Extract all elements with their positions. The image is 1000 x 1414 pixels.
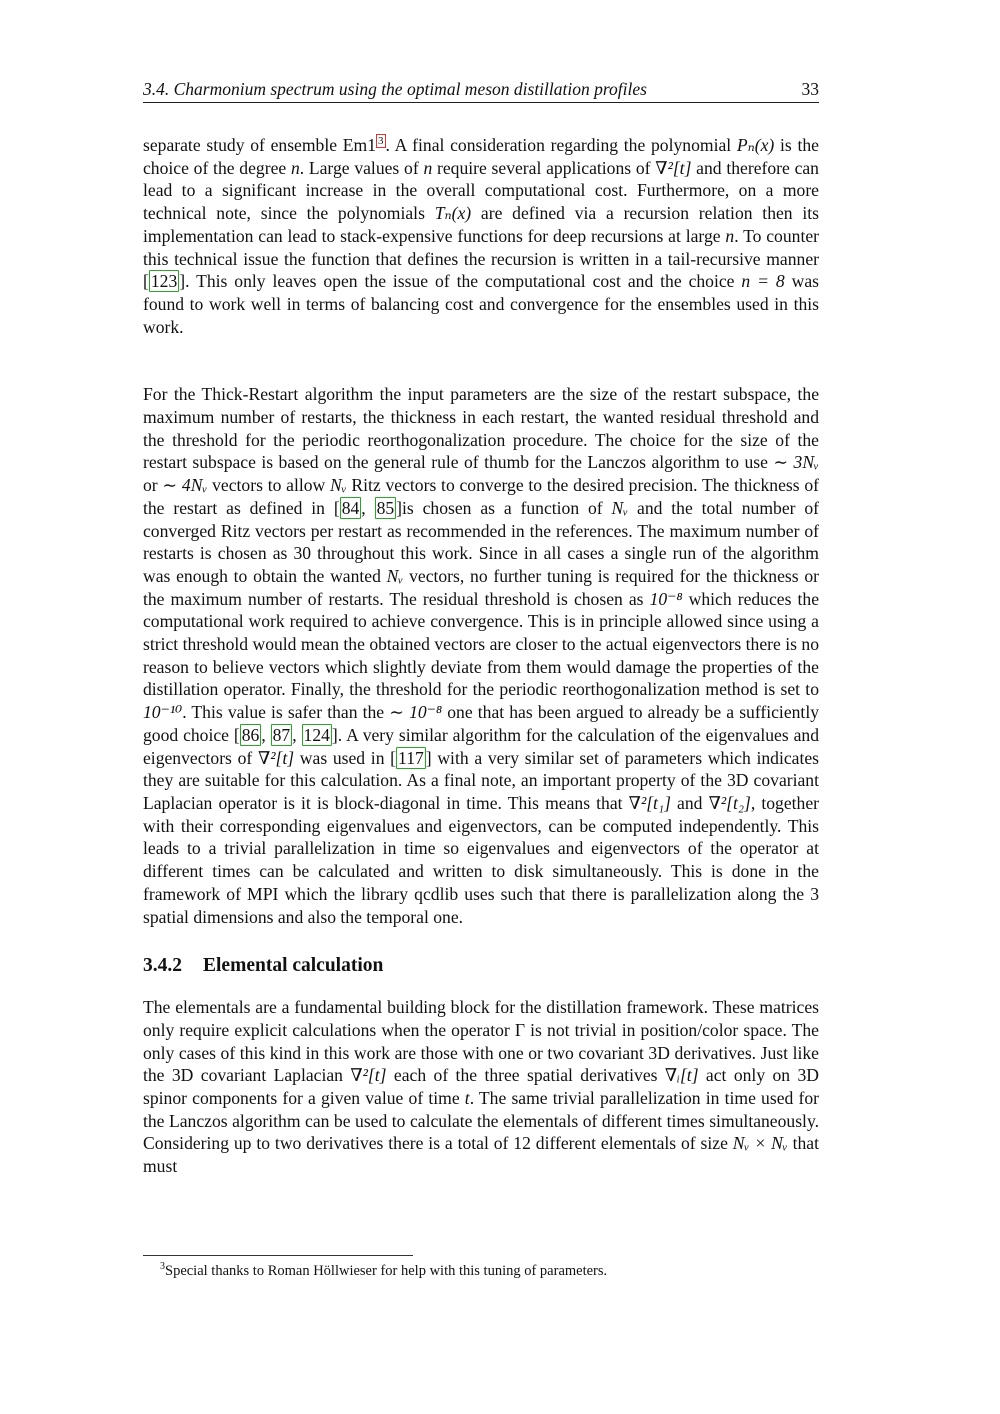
text-span: . This value is safer than the: [182, 702, 390, 723]
text-span: separate study of ensemble Em1: [143, 135, 377, 155]
citation-link[interactable]: 87: [272, 724, 291, 745]
math-gamma: Γ: [514, 1019, 526, 1040]
citation-link[interactable]: 85: [376, 497, 395, 518]
page-number: 33: [801, 79, 819, 99]
section-number: 3.4.2: [143, 955, 182, 977]
citation-link[interactable]: 84: [341, 497, 360, 518]
text-span: and: [670, 792, 709, 813]
citation-link[interactable]: 123: [150, 271, 178, 292]
math-laplacian-t2: ∇²[t₂]: [708, 792, 751, 813]
citation-link[interactable]: 124: [303, 724, 330, 745]
math-1e-10: 10⁻¹⁰: [143, 702, 183, 723]
text-span: ] with a very similar set of parameters which indicates they are suitable for this calculation. As a final note, an important property of the 3D covariant Laplacian operator is it is block-diagonal in time. This means that: [143, 747, 820, 813]
text-span: For the Thick-Restart algorithm the input parameters are the size of the restart subspace, the maximum number of restarts, the thickness in each restart, the wanted residual threshold and the threshold for the periodic reorthogonalization procedure. The choice for the size of the restart subspace is based on the general rule of thumb for the Lanczos algorithm to use: [143, 384, 819, 473]
text-span: require several applications of: [432, 157, 656, 178]
math-n: n: [423, 157, 433, 178]
text-span: and the total number of converged Ritz vectors per restart as recommended in the references. The maximum number of restarts is chosen as 30 throughout this work. Since in all cases a single run of the algorithm was enough to obtain the wanted: [143, 497, 820, 586]
math-laplacian-t1: ∇²[t₁]: [628, 792, 671, 813]
math-n: n: [290, 157, 300, 178]
header-title: 3.4. Charmonium spectrum using the optimal meson distillation profiles: [143, 79, 647, 99]
math-tn-x: Tₙ(x): [434, 203, 472, 224]
section-heading: [143, 954, 819, 978]
math-1e-8: 10⁻⁸: [649, 588, 683, 609]
paragraph-3: [143, 996, 819, 1178]
math-nv: Nᵥ: [611, 497, 629, 518]
math-pn-x: Pₙ(x): [736, 135, 775, 155]
text-span: ]. A very similar algorithm for the calculation of the eigenvalues and eigenvectors of: [143, 724, 820, 768]
text-span: vectors to allow: [207, 475, 330, 496]
math-nv: Nᵥ: [329, 475, 347, 496]
text-span: one that has been argued to already be a sufficiently good choice [: [143, 702, 819, 745]
section-title: Elemental calculation: [203, 955, 384, 977]
text-span: Ritz vectors to converge to the desired precision. The thickness of the restart as defined in [: [143, 475, 819, 518]
text-span: The elementals are a fundamental building block for the distillation framework. These matrices only require explicit calculations when the operator: [143, 997, 819, 1040]
math-n-eq-8: n = 8: [741, 271, 785, 292]
text-span: which reduces the computational work required to achieve convergence. This is in principle allowed since using a strict threshold would mean the obtained vectors are closer to the actual eigenvectors there is no reason to believe vectors which slightly deviate from them would damage the properties of the distillation operator. Finally, the threshold for the periodic reorthogonalization method is set to: [143, 588, 819, 700]
footnote-rule: [143, 1255, 413, 1256]
text-span: act only on 3D spinor components for a given value of time: [143, 1065, 819, 1109]
text-span: that must: [143, 1133, 819, 1177]
text-span: or: [143, 475, 163, 496]
text-span: are defined via a recursion relation then its implementation can lead to stack-expensive functions for deep recursions at large: [143, 203, 819, 246]
text-span: , together with their corresponding eigenvalues and eigenvectors, can be computed independently. This leads to a trivial parallelization in time so eigenvalues and eigenvectors of the operator at different times can be calculated and written to disk simultaneously. This is done in the framework of MPI which the library qcdlib uses such that there is parallelization along the 3 spatial dimensions and also the temporal one.: [143, 792, 819, 927]
text-span: is not trivial in position/color space. The only cases of this kind in this work are those with one or two covariant 3D derivatives. Just like the 3D covariant Laplacian: [143, 1019, 819, 1086]
math-laplacian: ∇²[t]: [655, 157, 692, 178]
math-n: n: [725, 225, 735, 246]
math-3nv: ∼ 3Nᵥ: [773, 452, 819, 473]
math-nv-x-nv: Nᵥ × Nᵥ: [732, 1133, 788, 1154]
paragraph-2: For the Thick-Restart algorithm the input parameters are the size of the restart subspace, the maximum number of restarts, the thickness in each restart, the wanted residual threshold and the threshold for the periodic reorthogonalization procedure. The choice for the size of the restart subspace is based on the general rule of thumb for the Lanczos algorithm to use ∼ 3Nᵥ or ∼ 4Nᵥ vectors to allow Nᵥ Ritz vectors to converge to the desired precision. The thickness of the restart as defined in [ 84 , 85 ]is chosen as a function of Nᵥ and the total number of converged Ritz vectors per restart as recommended in the references. The maximum number of restarts is chosen as 30 throughout this work. Since in all cases a single run of the algorithm was enough to obtain the wanted Nᵥ vectors, no further tuning is required for the thickness or the maximum number of restarts. The residual threshold is chosen as 10⁻⁸ which reduces the computational work required to achieve convergence. This is in principle allowed since using a strict threshold would mean the obtained vectors are closer to the actual eigenvectors there is no reason to believe vectors which slightly deviate from them would damage the properties of the distillation operator. Finally, the threshold for the periodic reorthogonalization method is set to 10⁻¹⁰. This value is safer than the ∼ 10⁻⁸ one that has been argued to already be a sufficiently good choice [ 86 , 87 , 124 ]. A very similar algorithm for the calculation of the eigenvalues and eigenvectors of ∇²[t] was used in [ 117 ] with a very similar set of parameters which indicates they are suitable for this calculation. As a final note, an important property of the 3D covariant Laplacian operator is it is block-diagonal in time. This means that ∇²[t₁] and ∇²[t₂], together with their corresponding eigenvalues and eigenvectors, can be computed independently. This leads to a trivial parallelization in time so eigenvalues and eigenvectors of the operator at different times can be calculated and written to disk simultaneously. This is done in the framework of MPI which the library qcdlib uses such that there is parallelization along the 3 spatial dimensions and also the temporal one.: [143, 384, 820, 927]
paragraph-1: [143, 134, 819, 338]
text-span: was used in [: [294, 747, 397, 768]
text-span: and therefore can lead to a significant increase in the overall computational cost. Furthermore, on a more technical note, since the polynomials: [143, 157, 819, 224]
text-span: each of the three spatial derivatives: [386, 1065, 665, 1086]
footnote-link[interactable]: 3: [378, 135, 384, 148]
text-span: ]is chosen as a function of: [396, 497, 612, 518]
body-text: [143, 134, 819, 1178]
math-4nv: ∼ 4Nᵥ: [162, 475, 208, 496]
math-nabla-i: ∇ᵢ[t]: [664, 1065, 699, 1086]
text-span: ]. This only leaves open the issue of the computational cost and the choice: [179, 271, 742, 292]
math-nv: Nᵥ: [386, 565, 404, 586]
text-span: . Large values of: [299, 157, 424, 178]
text-span: vectors, no further tuning is required for the thickness or the maximum number of restarts. The residual threshold is chosen as: [143, 565, 819, 609]
text-span: is the choice of the degree: [143, 135, 819, 178]
footnote-marker: 3: [160, 1261, 165, 1273]
math-laplacian: ∇²[t]: [257, 747, 295, 768]
math-t: t: [464, 1088, 470, 1109]
text-span: . A final consideration regarding the polynomial: [385, 135, 737, 155]
citation-link[interactable]: 117: [398, 747, 424, 768]
running-header: [143, 76, 819, 103]
text-span: . To counter this technical issue the function that defines the recursion is written in a tail-recursive manner [: [143, 225, 820, 292]
math-sim-1e-8: ∼ 10⁻⁸: [389, 702, 443, 723]
citation-link[interactable]: 86: [241, 724, 260, 745]
text-span: . The same trivial parallelization in time used for the Lanczos algorithm can be used to calculate the elementals of different times simultaneously. Considering up to two derivatives there is a total of 12 different elementals of size: [143, 1088, 819, 1154]
math-laplacian: ∇²[t]: [350, 1065, 387, 1086]
footnote-text: Special thanks to Roman Höllwieser for help with this tuning of parameters.: [165, 1263, 608, 1279]
text-span: was found to work well in terms of balancing cost and convergence for the ensembles used in this work.: [143, 271, 819, 337]
footnote: [160, 1262, 820, 1281]
